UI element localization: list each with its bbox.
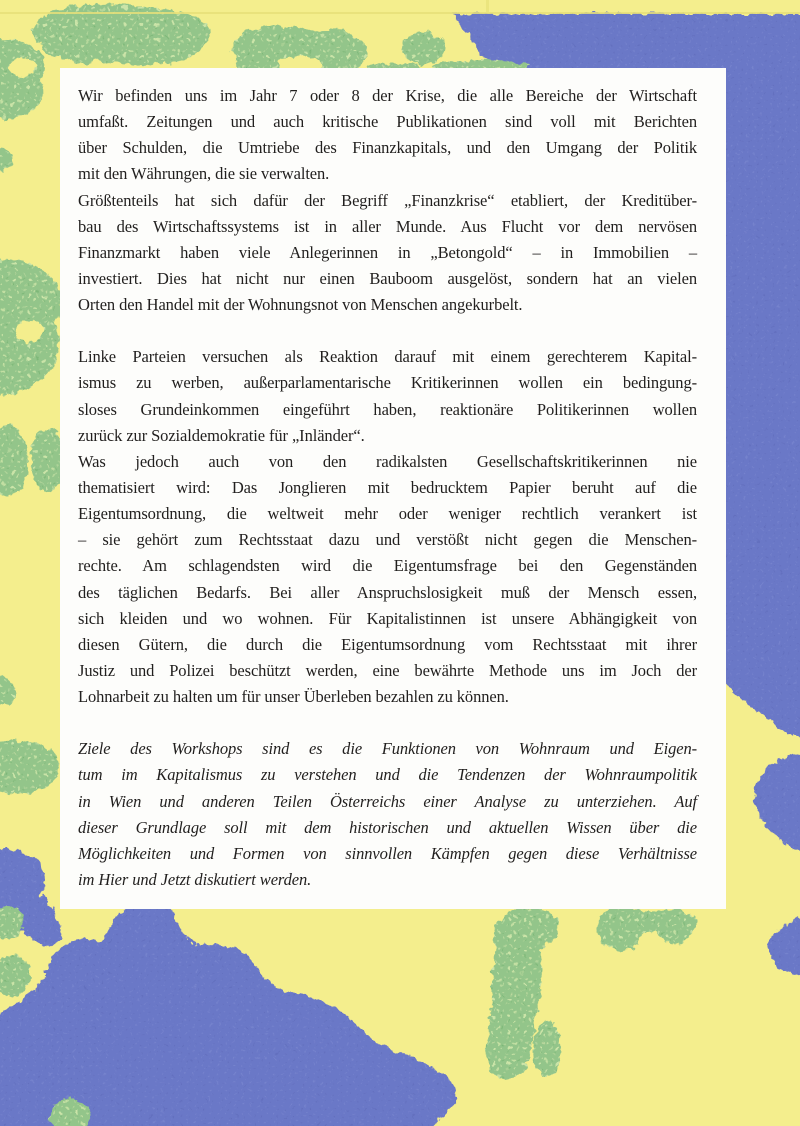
text-line: in Wien und anderen Teilen Österreichs einer Analyse zu unterziehen. Auf (78, 791, 697, 811)
text-page-card (60, 68, 726, 909)
text-line: im Hier und Jetzt diskutiert werden. (78, 869, 312, 889)
text-line: tum im Kapitalismus zu verstehen und die Tendenzen der Wohnraumpolitik (78, 765, 697, 785)
paragraph (78, 83, 697, 188)
scan-crease-vertical (486, 0, 489, 13)
text-line: zurück zur Sozialdemokratie für „Inländer“. (78, 425, 365, 445)
text-line: ismus zu werben, außerparlamentarische Kritikerinnen wollen ein bedingung- (78, 373, 697, 393)
text-line: Orten den Handel mit der Wohnungsnot von Menschen angekurbelt. (78, 295, 523, 315)
text-line: Justiz und Polizei beschützt werden, eine bewährte Methode uns im Joch der (78, 660, 697, 680)
text-line: Möglichkeiten und Formen von sinnvollen Kämpfen gegen diese Verhältnisse (78, 843, 697, 863)
yellow-hole-left-large (16, 320, 44, 342)
text-line: Größtenteils hat sich dafür der Begriff „Finanzkrise“ etabliert, der Kreditüber- (78, 190, 697, 210)
text-line: über Schulden, die Umtriebe des Finanzkapitals, und den Umgang der Politik (78, 138, 697, 158)
text-line: umfaßt. Zeitungen und auch kritische Publikationen sind voll mit Berichten (78, 112, 697, 132)
text-line: Finanzmarkt haben viele Anlegerinnen in „Betongold“ – in Immobilien – (78, 242, 697, 262)
text-line: Lohnarbeit zu halten um für unser Überleben bezahlen zu können. (78, 687, 509, 707)
text-line: sloses Grundeinkommen eingeführt haben, reaktionäre Politikerinnen wollen (78, 399, 697, 419)
text-line: rechte. Am schlagendsten wird die Eigentumsfrage bei den Gegenständen (78, 556, 697, 576)
text-line: Ziele des Workshops sind es die Funktionen von Wohnraum und Eigen- (78, 739, 697, 759)
text-line: des täglichen Bedarfs. Bei aller Anspruchslosigkeit muß der Mensch essen, (78, 582, 697, 602)
paragraph (78, 449, 697, 710)
text-line: bau des Wirtschaftssystems ist in aller Munde. Aus Flucht vor dem nervösen (78, 216, 697, 236)
text-line: Was jedoch auch von den radikalsten Gesellschaftskritikerinnen nie (78, 451, 697, 471)
text-line: dieser Grundlage soll mit dem historischen und aktuellen Wissen über die (78, 817, 697, 837)
paragraph (78, 344, 697, 449)
text-line: thematisiert wird: Das Jonglieren mit bedrucktem Papier beruht auf die (78, 477, 697, 497)
text-line: investiert. Dies hat nicht nur einen Bauboom ausgelöst, sondern hat an vielen (78, 268, 697, 288)
text-line: sich kleiden und wo wohnen. Für Kapitalistinnen ist unsere Abhängigkeit von (78, 608, 697, 628)
text-line: Eigentumsordnung, die weltweit mehr oder weniger rechtlich verankert ist (78, 504, 697, 524)
blue-region-right-strip (714, 60, 800, 745)
text-line: Linke Parteien versuchen als Reaktion darauf mit einem gerechterem Kapital- (78, 347, 697, 367)
paragraph (78, 736, 697, 893)
yellow-hole-left-upper (9, 58, 35, 76)
paragraph (78, 188, 697, 319)
green-blob-f-dot (533, 1021, 561, 1077)
text-line: mit den Währungen, die sie verwalten. (78, 164, 330, 184)
text-line: Wir befinden uns im Jahr 7 oder 8 der Krise, die alle Bereiche der Wirtschaft (78, 86, 697, 105)
text-line: – sie gehört zum Rechtsstaat dazu und verstößt nicht gegen die Menschen- (78, 530, 697, 550)
green-blob-top-round (401, 32, 445, 64)
text-line: diesen Gütern, die durch die Eigentumsordnung vom Rechtsstaat mit ihrer (78, 634, 697, 654)
body-text (78, 83, 697, 893)
scan-crease-horizontal (0, 12, 800, 14)
